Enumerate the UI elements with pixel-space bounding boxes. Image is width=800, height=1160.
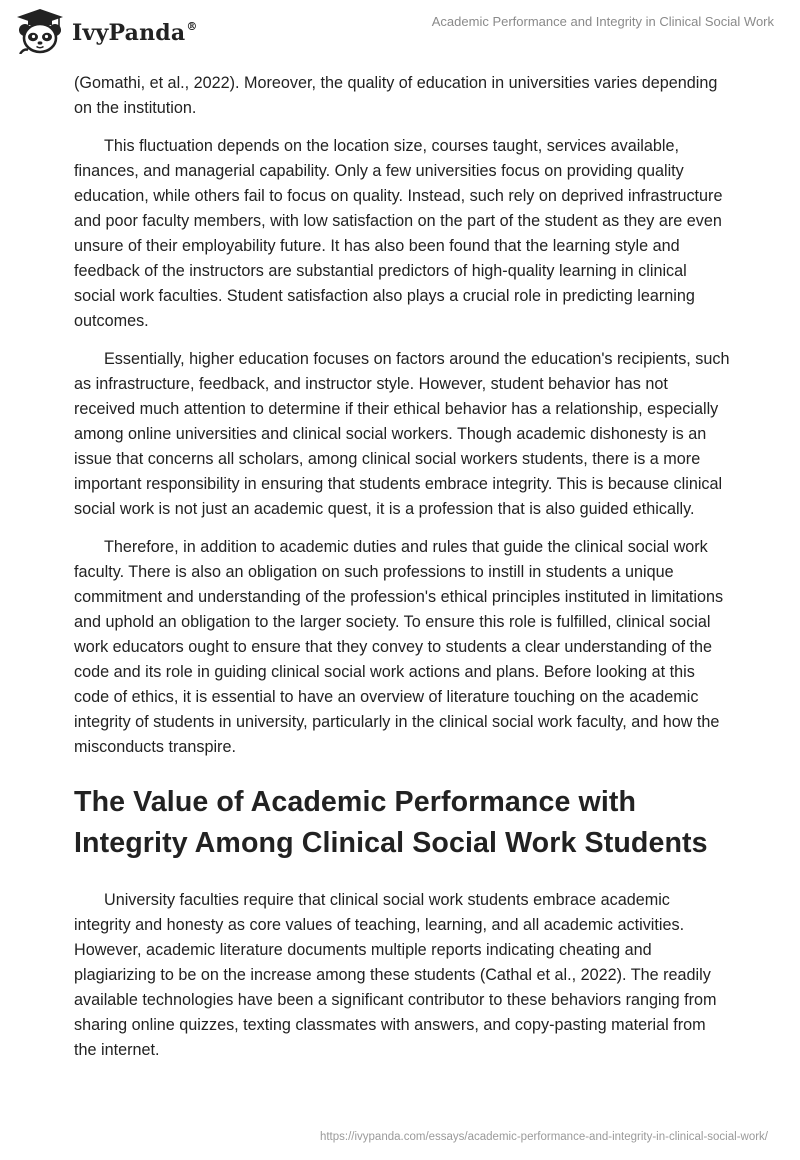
paragraph: (Gomathi, et al., 2022). Moreover, the quality of education in universities varies depending on the institution. [74, 74, 718, 117]
registered-mark: ® [186, 19, 198, 33]
page-header [0, 0, 800, 64]
paragraph: Therefore, in addition to academic duties and rules that guide the clinical social work faculty. There is also an obligation on such professions to instill in students a unique commitment and understanding of the profession's ethical principles instituted in limitations and uphold an obligation to the larger society. To ensure this role is fulfilled, clinical social work educators ought to ensure that they convey to students a clear understanding of the code and its role in guiding clinical social work actions and plans. Before looking at this code of ethics, it is essential to have an overview of literature touching on the academic integrity of students in university, particularly in the clinical social work faculty, and how the misconducts transpire. [74, 538, 724, 756]
source-url[interactable]: https://ivypanda.com/essays/academic-performance-and-integrity-in-clinical-social-work/ [319, 1131, 768, 1143]
paragraph: University faculties require that clinical social work students embrace academic integrity and honesty as core values of teaching, learning, and all academic activities. However, academic literature documents multiple reports indicating cheating and plagiarizing to be on the increase among these students (Cathal et al., 2022). The readily available technologies have been a significant contributor to these behaviors ranging from sharing online quizzes, texting classmates with answers, and copy-pasting material from the internet. [74, 891, 717, 1059]
document-title: Academic Performance and Integrity in Clinical Social Work [431, 14, 774, 29]
ivypanda-logo[interactable] [14, 8, 198, 54]
paragraph: This fluctuation depends on the location size, courses taught, services available, finances, and managerial capability. Only a few universities focus on providing quality education, while others fail to focus on quality. Instead, such rely on deprived infrastructure and poor faculty members, with low satisfaction on the part of the student as they are even unsure of their employability future. It has also been found that the learning style and feedback of the instructors are substantial predictors of high-quality learning in clinical social work faculties. Student satisfaction also plays a crucial role in predicting learning outcomes. [74, 137, 723, 330]
panda-graduate-icon [14, 8, 66, 54]
brand-name: IvyPanda® [72, 19, 198, 46]
paragraph: Essentially, higher education focuses on factors around the education's recipients, such as infrastructure, feedback, and instructor style. However, student behavior has not received much attention to determine if their ethical behavior has a relationship, especially among online universities and clinical social workers. Though academic dishonesty is an issue that concerns all scholars, among clinical social workers students, there is a more important responsibility in ensuring that students embrace integrity. This is because clinical social work is not just an academic quest, it is a profession that is also guided ethically. [74, 350, 730, 518]
essay-content [74, 71, 730, 1076]
section-heading: The Value of Academic Performance with Integrity Among Clinical Social Work Students [74, 786, 708, 859]
